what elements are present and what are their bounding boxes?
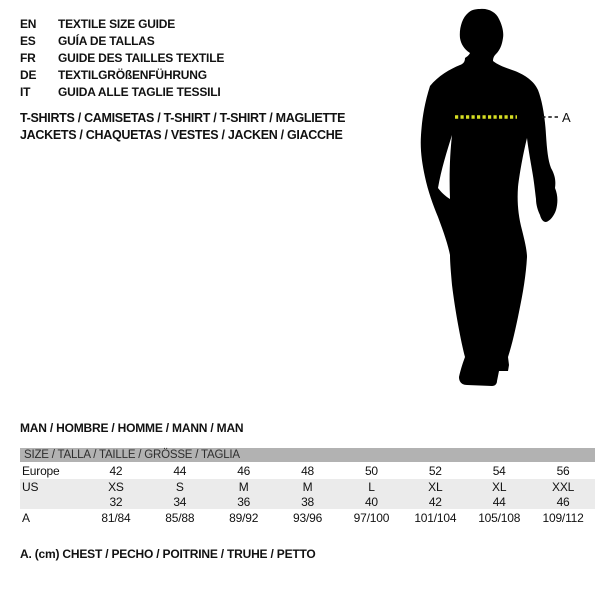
list-item <box>20 16 224 33</box>
size-table-header: SIZE / TALLA / TAILLE / GRÖSSE / TAGLIA <box>20 448 595 462</box>
language-label: TEXTILGRÖßENFÜHRUNG <box>58 68 207 82</box>
size-cell: M <box>238 479 249 494</box>
size-cell: 105/108 <box>478 510 521 525</box>
section-title-man: MAN / HOMBRE / HOMME / MANN / MAN <box>20 421 244 435</box>
row-label: Europe <box>22 463 60 478</box>
table-row-chest-cm <box>20 509 595 526</box>
language-label: TEXTILE SIZE GUIDE <box>58 17 176 31</box>
size-cell: 89/92 <box>229 510 259 525</box>
size-cell: 85/88 <box>165 510 195 525</box>
table-row-alt-size <box>20 494 595 509</box>
size-cell: XS <box>108 479 124 494</box>
size-cell: 46 <box>237 463 251 478</box>
man-silhouette-shape <box>421 9 558 386</box>
language-code: ES <box>20 34 36 48</box>
size-cell: 48 <box>301 463 315 478</box>
size-cell: 56 <box>556 463 570 478</box>
language-code: IT <box>20 85 31 99</box>
size-cell: 46 <box>556 494 570 509</box>
size-cell: 52 <box>428 463 442 478</box>
size-cell: 97/100 <box>353 510 390 525</box>
size-cell: 42 <box>428 494 442 509</box>
category-line-tshirts: T-SHIRTS / CAMISETAS / T-SHIRT / T-SHIRT / MAGLIETTE <box>20 111 346 125</box>
size-table <box>20 448 595 526</box>
man-silhouette-icon <box>405 5 575 395</box>
size-cell: 38 <box>301 494 315 509</box>
measurement-a-label: A <box>562 110 571 125</box>
list-item <box>20 33 224 50</box>
size-cell: XL <box>492 479 507 494</box>
size-cell: S <box>175 479 184 494</box>
row-label: A <box>22 510 30 525</box>
category-line-jackets: JACKETS / CHAQUETAS / VESTES / JACKEN / GIACCHE <box>20 128 343 142</box>
size-cell: M <box>302 479 313 494</box>
size-cell: XL <box>428 479 443 494</box>
language-label: GUIDE DES TAILLES TEXTILE <box>58 51 225 65</box>
language-label: GUÍA DE TALLAS <box>58 34 155 48</box>
size-cell: 109/112 <box>542 510 584 525</box>
size-cell: 40 <box>364 494 378 509</box>
size-cell: 54 <box>492 463 506 478</box>
size-cell: 44 <box>492 494 506 509</box>
size-cell: 34 <box>173 494 187 509</box>
table-row-europe <box>20 462 595 479</box>
size-cell: 32 <box>109 494 123 509</box>
garment-categories <box>20 110 345 144</box>
measurement-footnote: A. (cm) CHEST / PECHO / POITRINE / TRUHE / PETTO <box>20 547 316 561</box>
size-cell: 50 <box>364 463 378 478</box>
language-code: DE <box>20 68 37 82</box>
size-cell: 81/84 <box>101 510 131 525</box>
list-item <box>20 50 224 67</box>
size-cell: 42 <box>109 463 123 478</box>
list-item <box>20 84 224 101</box>
table-shaded-band <box>20 479 595 509</box>
row-label: US <box>22 479 39 494</box>
language-code: EN <box>20 17 37 31</box>
language-code: FR <box>20 51 36 65</box>
size-cell: 101/104 <box>414 510 457 525</box>
measurement-figure <box>405 5 575 395</box>
size-cell: 44 <box>173 463 187 478</box>
size-cell: L <box>368 479 375 494</box>
size-cell: 36 <box>237 494 251 509</box>
table-row-us <box>20 479 595 494</box>
language-guide-list <box>20 16 224 101</box>
size-cell: XXL <box>552 479 575 494</box>
list-item <box>20 67 224 84</box>
language-label: GUIDA ALLE TAGLIE TESSILI <box>58 85 221 99</box>
size-cell: 93/96 <box>293 510 323 525</box>
